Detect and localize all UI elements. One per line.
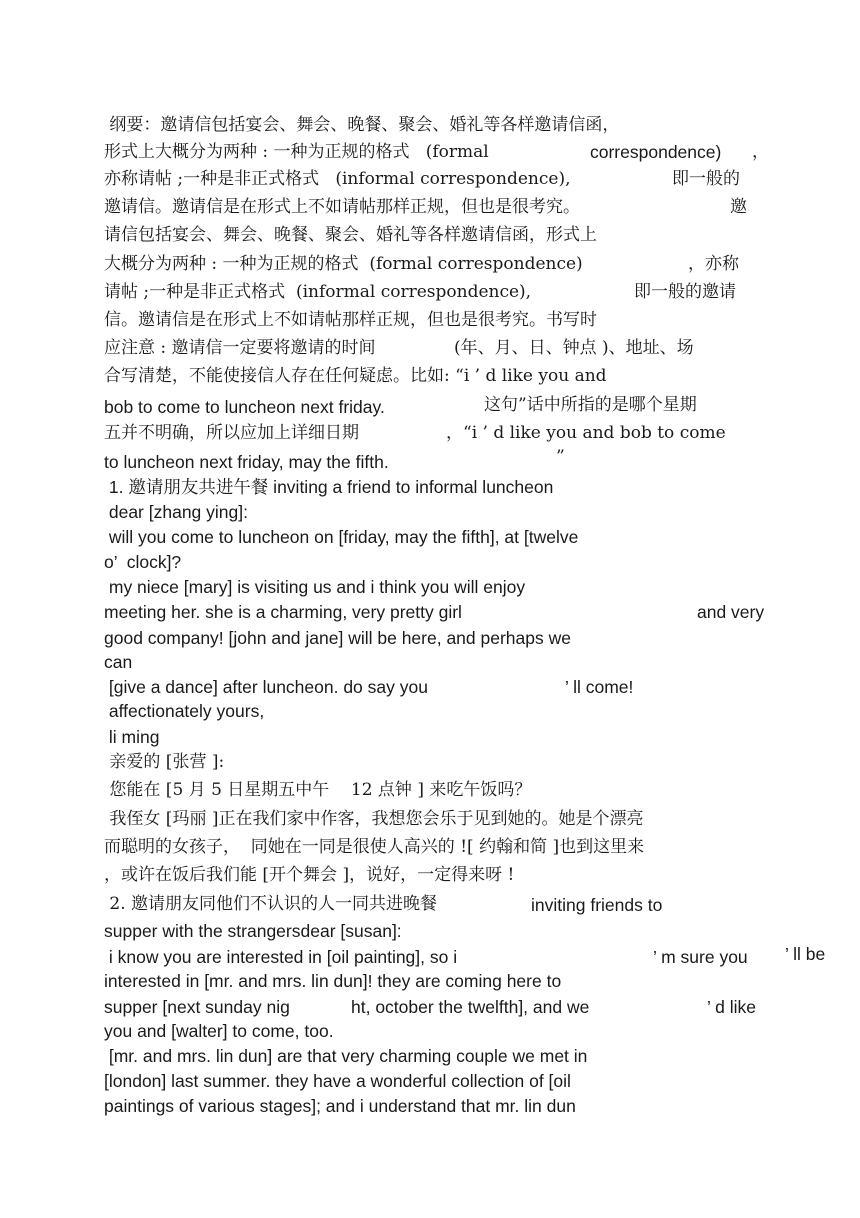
text-line: 邀请信。邀请信是在形式上不如请帖那样正规，但也是很考究。 xyxy=(104,197,580,217)
text-line: meeting her. she is a charming, very pretty girl xyxy=(104,602,462,622)
text-line: ht, october the twelfth], and we xyxy=(351,997,590,1017)
text-line: ” xyxy=(556,447,565,467)
text-line: ’ m sure you xyxy=(653,947,748,967)
text-line: ’ ll be xyxy=(785,944,826,964)
text-line: 应注意 : 邀请信一定要将邀请的时间 xyxy=(104,338,376,358)
text-line: and very xyxy=(697,602,765,622)
text-line: you and [walter] to come, too. xyxy=(104,1021,334,1041)
text-line: [mr. and mrs. lin dun] are that very charming couple we met in xyxy=(104,1046,588,1066)
text-line: ，或许在饭后我们能 [开个舞会 ]，说好，一定得来呀 ! xyxy=(104,865,515,885)
text-line: 即一般的 xyxy=(672,169,740,189)
text-line: 大概分为两种 : 一种为正规的格式 (formal correspondence) xyxy=(104,254,583,274)
text-line: bob to come to luncheon next friday. xyxy=(104,397,385,417)
text-line: to luncheon next friday, may the fifth. xyxy=(104,452,389,472)
text-line: (年、月、日、钟点 )、地址、场 xyxy=(454,338,694,358)
text-line: 您能在 [5 月 5 日星期五中午 12 点钟 ] 来吃午饭吗？ xyxy=(104,780,532,800)
text-line: correspondence) xyxy=(590,142,722,162)
text-line: li ming xyxy=(104,727,160,747)
text-line: 合写清楚，不能使接信人存在任何疑虑。比如: “i ’ d like you and xyxy=(104,366,607,386)
text-line: 而聪明的女孩子， 同她在一同是很使人高兴的 ![ 约翰和简 ]也到这里来 xyxy=(104,837,645,857)
text-line: good company! [john and jane] will be here, and perhaps we xyxy=(104,628,571,648)
text-line: will you come to luncheon on [friday, may the fifth], at [twelve xyxy=(104,527,579,547)
text-line: 纲要：邀请信包括宴会、舞会、晚餐、聚会、婚礼等各样邀请信函， xyxy=(104,115,620,135)
text-line: 我侄女 [玛丽 ]正在我们家中作客，我想您会乐于见到她的。她是个漂亮 xyxy=(104,809,644,829)
text-line: 请信包括宴会、舞会、晚餐、聚会、婚礼等各样邀请信函，形式上 xyxy=(104,225,597,245)
text-line: can xyxy=(104,652,133,672)
text-line: 请帖 ;一种是非正式格式 (informal correspondence), xyxy=(104,282,532,302)
text-line: 五并不明确，所以应加上详细日期 xyxy=(104,423,359,443)
text-line: supper [next sunday nig xyxy=(104,997,290,1017)
text-line: ，亦称 xyxy=(688,254,739,274)
text-line: ， xyxy=(752,142,769,162)
text-line: ，“i ’ d like you and bob to come xyxy=(446,423,726,443)
text-line: i know you are interested in [oil painting], so i xyxy=(104,947,458,967)
text-line: 形式上大概分为两种 : 一种为正规的格式 (formal xyxy=(104,142,489,162)
text-line: 信。邀请信是在形式上不如请帖那样正规，但也是很考究。书写时 xyxy=(104,310,597,330)
text-line: ’ d like xyxy=(707,997,756,1017)
text-line: 亦称请帖 ;一种是非正式格式 (informal correspondence), xyxy=(104,169,571,189)
text-line: ’ ll come! xyxy=(565,677,634,697)
text-line: inviting friends to xyxy=(531,895,663,915)
text-line: paintings of various stages]; and i understand that mr. lin dun xyxy=(104,1096,576,1116)
text-line: affectionately yours, xyxy=(104,701,265,721)
text-line: o’ clock]? xyxy=(104,552,182,572)
text-line: [london] last summer. they have a wonderful collection of [oil xyxy=(104,1071,571,1091)
text-line: 这句”话中所指的是哪个星期 xyxy=(484,395,697,415)
text-line: 亲爱的 [张营 ]: xyxy=(104,752,225,772)
text-line: 1. 邀请朋友共进午餐 inviting a friend to informal luncheon xyxy=(104,477,554,497)
text-line: 2. 邀请朋友同他们不认识的人一同共进晚餐 xyxy=(104,894,438,914)
text-line: supper with the strangersdear [susan]: xyxy=(104,921,402,941)
text-line: my niece [mary] is visiting us and i think you will enjoy xyxy=(104,577,526,597)
text-line: interested in [mr. and mrs. lin dun]! they are coming here to xyxy=(104,971,562,991)
text-line: dear [zhang ying]: xyxy=(104,502,248,522)
text-line: 邀 xyxy=(730,197,747,217)
text-line: 即一般的邀请 xyxy=(634,282,736,302)
text-line: [give a dance] after luncheon. do say you xyxy=(104,677,428,697)
